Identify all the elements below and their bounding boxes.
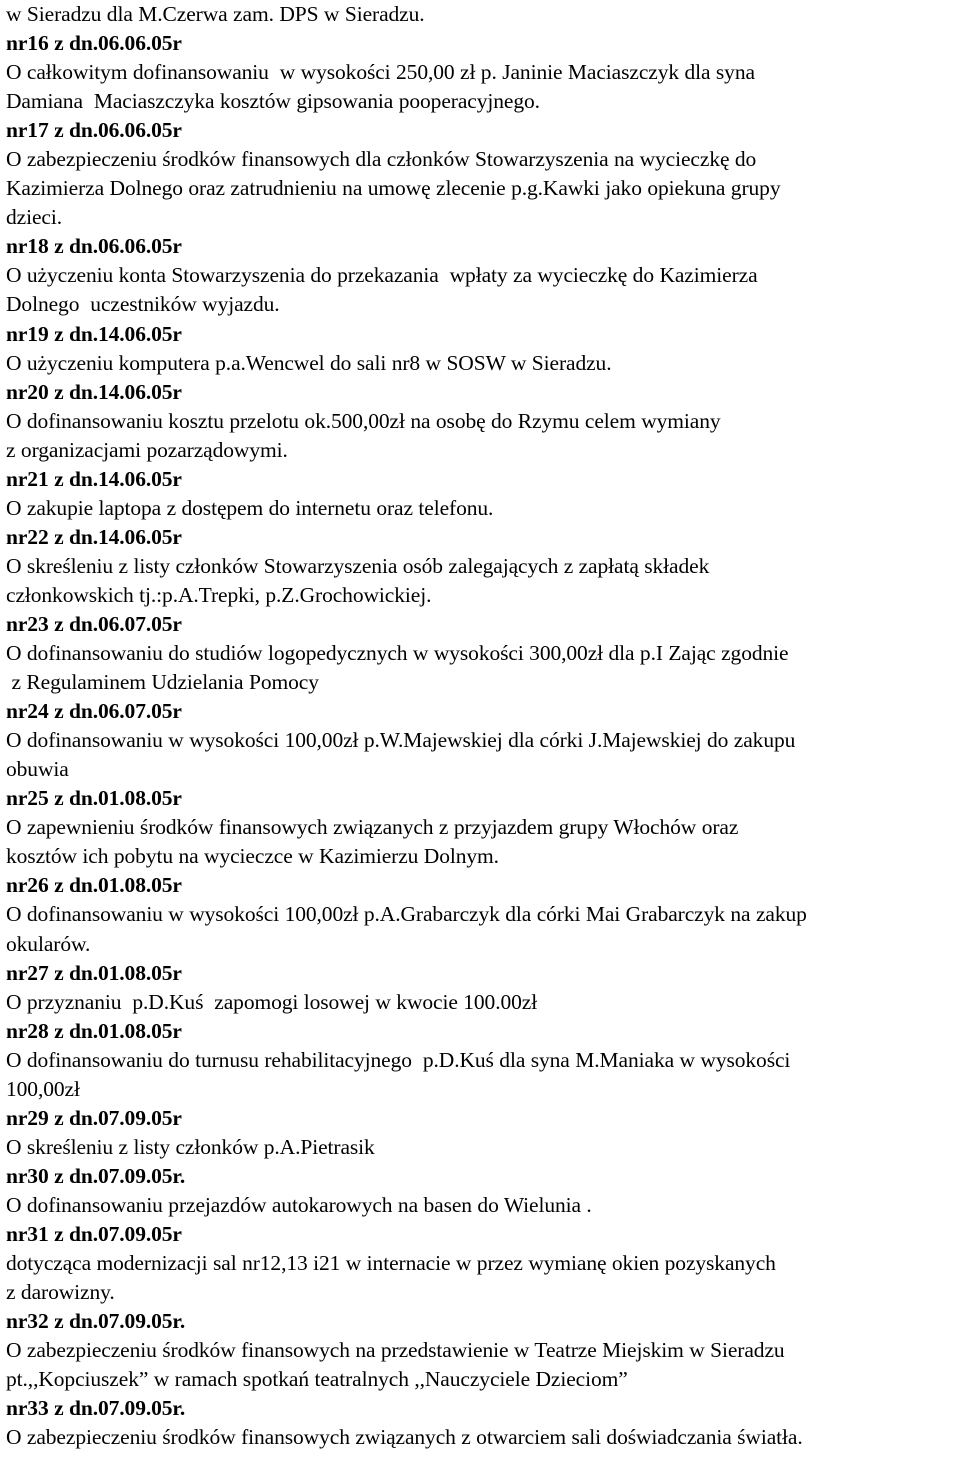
resolution-number: nr30 z dn.07.09.05r.	[6, 1163, 186, 1188]
resolution-number: nr28 z dn.01.08.05r	[6, 1018, 182, 1043]
resolution-number: nr20 z dn.14.06.05r	[6, 379, 182, 404]
document-text-line: O całkowitym dofinansowaniu w wysokości 250,00 zł p. Janinie Maciaszczyk dla syna	[6, 60, 755, 85]
resolution-number: nr29 z dn.07.09.05r	[6, 1105, 182, 1130]
document-text-line: dzieci.	[6, 205, 63, 230]
document-text-line: O dofinansowaniu do studiów logopedycznych w wysokości 300,00zł dla p.I Zając zgodnie	[6, 641, 789, 666]
document-text-line: członkowskich tj.:p.A.Trepki, p.Z.Grochowickiej.	[6, 582, 432, 607]
document-text-line: pt.,,Kopciuszek” w ramach spotkań teatralnych ,,Nauczyciele Dzieciom”	[6, 1367, 628, 1392]
resolution-number: nr27 z dn.01.08.05r	[6, 960, 182, 985]
document-text-line: okularów.	[6, 931, 91, 956]
resolution-number: nr22 z dn.14.06.05r	[6, 524, 182, 549]
resolution-number: nr33 z dn.07.09.05r.	[6, 1396, 186, 1421]
resolution-number: nr21 z dn.14.06.05r	[6, 466, 182, 491]
document-text-line: O dofinansowaniu w wysokości 100,00zł p.W.Majewskiej dla córki J.Majewskiej do zakupu	[6, 728, 796, 753]
resolution-number: nr19 z dn.14.06.05r	[6, 321, 182, 346]
document-text-line: O zakupie laptopa z dostępem do internetu oraz telefonu.	[6, 495, 494, 520]
document-text-line: z Regulaminem Udzielania Pomocy	[6, 670, 319, 695]
document-text-line: O dofinansowaniu przejazdów autokarowych na basen do Wielunia .	[6, 1192, 592, 1217]
resolution-number: nr23 z dn.06.07.05r	[6, 611, 182, 636]
document-text-line: dotycząca modernizacji sal nr12,13 i21 w internacie w przez wymianę okien pozyskanych	[6, 1251, 776, 1276]
document-text-line: O dofinansowaniu kosztu przelotu ok.500,00zł na osobę do Rzymu celem wymiany	[6, 408, 721, 433]
document-text-line: Dolnego uczestników wyjazdu.	[6, 292, 280, 317]
document-text-line: O zapewnieniu środków finansowych związanych z przyjazdem grupy Włochów oraz	[6, 815, 739, 840]
resolution-number: nr18 z dn.06.06.05r	[6, 234, 182, 259]
resolution-number: nr17 z dn.06.06.05r	[6, 118, 182, 143]
document-text-line: 100,00zł	[6, 1076, 80, 1101]
resolution-number: nr24 z dn.06.07.05r	[6, 699, 182, 724]
document-body	[6, 0, 960, 1452]
document-text-line: O skreśleniu z listy członków Stowarzyszenia osób zalegających z zapłatą składek	[6, 553, 710, 578]
document-text-line: O przyznaniu p.D.Kuś zapomogi losowej w kwocie 100.00zł	[6, 989, 538, 1014]
resolution-number: nr31 z dn.07.09.05r	[6, 1221, 182, 1246]
document-text-line: O zabezpieczeniu środków finansowych dla członków Stowarzyszenia na wycieczkę do	[6, 147, 757, 172]
resolution-number: nr32 z dn.07.09.05r.	[6, 1309, 186, 1334]
document-text-line: O dofinansowaniu do turnusu rehabilitacyjnego p.D.Kuś dla syna M.Maniaka w wysokości	[6, 1047, 791, 1072]
document-text-line: O użyczeniu konta Stowarzyszenia do przekazania wpłaty za wycieczkę do Kazimierza	[6, 263, 758, 288]
resolution-number: nr16 z dn.06.06.05r	[6, 31, 182, 56]
document-text-line: z organizacjami pozarządowymi.	[6, 437, 288, 462]
document-text-line: O zabezpieczeniu środków finansowych na przedstawienie w Teatrze Miejskim w Sieradzu	[6, 1338, 785, 1363]
document-text-line: kosztów ich pobytu na wycieczce w Kazimierzu Dolnym.	[6, 844, 499, 869]
document-text-line: O zabezpieczeniu środków finansowych związanych z otwarciem sali doświadczania światła.	[6, 1425, 803, 1450]
document-text-line: w Sieradzu dla M.Czerwa zam. DPS w Sieradzu.	[6, 2, 425, 26]
document-text-line: Kazimierza Dolnego oraz zatrudnieniu na umowę zlecenie p.g.Kawki jako opiekuna grupy	[6, 176, 781, 201]
document-text-line: O użyczeniu komputera p.a.Wencwel do sali nr8 w SOSW w Sieradzu.	[6, 350, 612, 375]
document-text-line: obuwia	[6, 757, 69, 782]
document-text-line: O skreśleniu z listy członków p.A.Pietrasik	[6, 1134, 375, 1159]
resolution-number: nr26 z dn.01.08.05r	[6, 873, 182, 898]
document-text-line: O dofinansowaniu w wysokości 100,00zł p.A.Grabarczyk dla córki Mai Grabarczyk na zakup	[6, 902, 807, 927]
document-text-line: z darowizny.	[6, 1280, 115, 1305]
document-text-line: Damiana Maciaszczyka kosztów gipsowania pooperacyjnego.	[6, 89, 540, 114]
resolution-number: nr25 z dn.01.08.05r	[6, 786, 182, 811]
